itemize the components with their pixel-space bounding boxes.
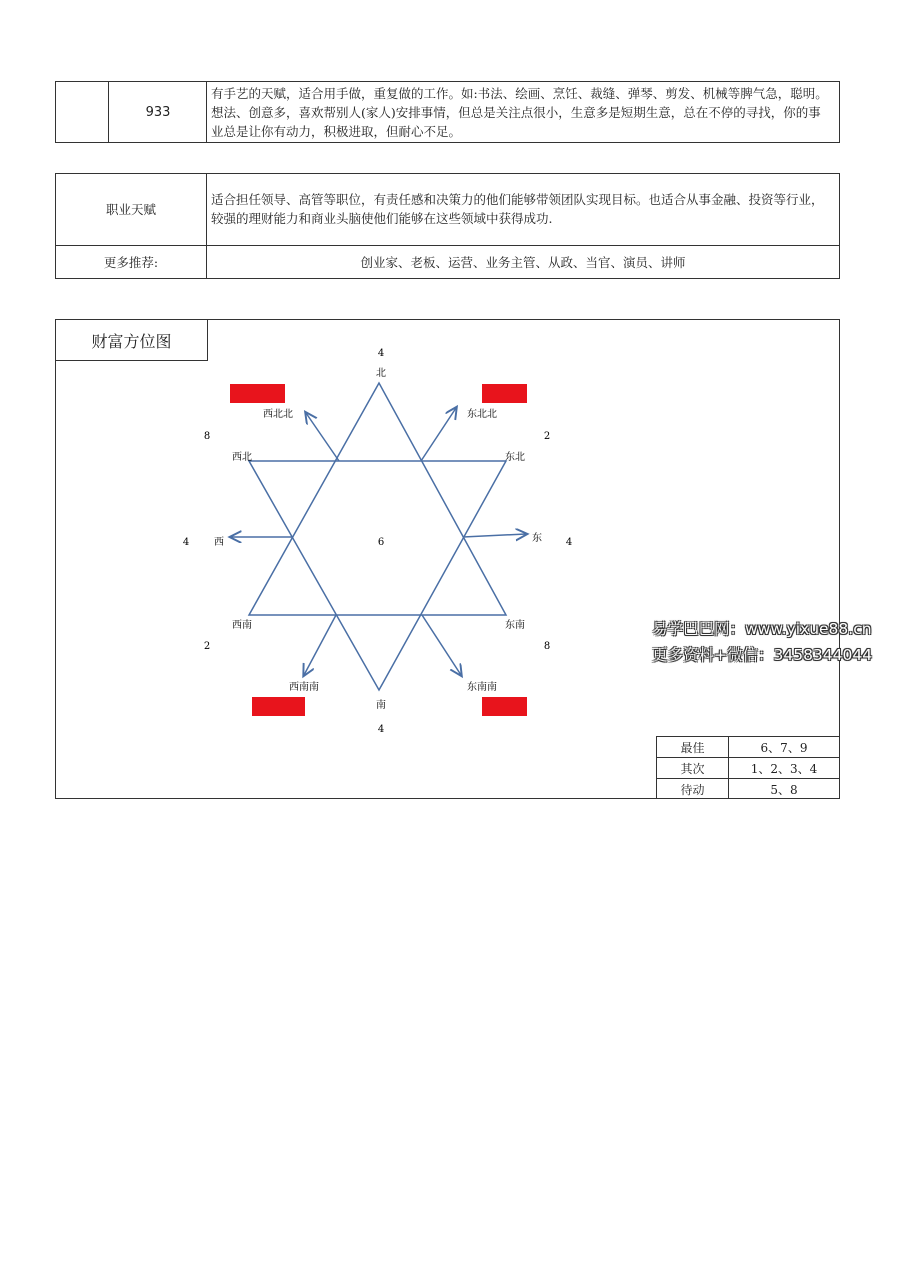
label-nnw: 西北北 [263, 409, 293, 420]
career-label: 职业天赋 [105, 202, 156, 217]
number-nne: 2 [543, 431, 551, 442]
label-east: 东 [532, 533, 542, 544]
number-sse: 8 [543, 641, 551, 652]
label-southeast: 东南 [505, 620, 525, 631]
arrow-nnw [306, 413, 339, 461]
legend-table [656, 736, 840, 799]
watermark-site: 易学巴巴网：www.yixue88.cn [652, 620, 872, 638]
label-northwest: 西北 [232, 452, 252, 463]
label-southwest: 西南 [232, 620, 252, 631]
label-south: 南 [376, 700, 386, 711]
legend-value: 1、2、3、4 [750, 761, 818, 776]
highlight-nnw [230, 384, 285, 403]
wealth-diagram [55, 319, 840, 799]
legend-label: 待动 [657, 779, 729, 799]
number-east: 4 [565, 537, 573, 548]
highlight-ssw [252, 697, 305, 716]
wealth-title: 财富方位图 [55, 319, 208, 361]
label-nne: 东北北 [467, 409, 497, 420]
more-text: 创业家、老板、运营、业务主管、从政、当官、演员、讲师 [360, 254, 686, 270]
highlight-nne [482, 384, 527, 403]
arrow-ssw [304, 615, 336, 675]
label-sse: 东南南 [467, 682, 497, 693]
talent-table [55, 81, 840, 143]
number-north: 4 [377, 348, 385, 359]
watermark-wechat: 更多资料+微信：3458344044 [652, 646, 873, 664]
number-south: 4 [377, 724, 385, 735]
star-diagram [56, 320, 838, 798]
number-ssw: 2 [203, 641, 211, 652]
number-nnw: 8 [203, 431, 211, 442]
arrow-sse [422, 615, 461, 675]
more-label: 更多推荐: [103, 254, 159, 270]
legend-value: 5、8 [770, 782, 798, 797]
number-west: 4 [182, 537, 190, 548]
talent-number: 933 [145, 104, 171, 120]
arrow-nne [421, 408, 456, 461]
legend-label: 其次 [657, 758, 729, 778]
arrow-east [463, 534, 526, 537]
career-text: 适合担任领导、高管等职位，有责任感和决策力的他们能够带领团队实现目标。也适合从事金融、投资等行业，较强的理财能力和商业头脑使他们能够在这些领域中获得成功. [211, 192, 824, 226]
label-north: 北 [376, 368, 386, 379]
legend-label: 最佳 [657, 737, 729, 757]
label-northeast: 东北 [505, 452, 525, 463]
highlight-sse [482, 697, 527, 716]
label-ssw: 西南南 [289, 682, 319, 693]
star-triangle-down [249, 461, 506, 690]
career-table [55, 173, 840, 279]
number-center: 6 [377, 537, 385, 548]
label-west: 西 [214, 537, 224, 548]
talent-description: 有手艺的天赋，适合用手做，重复做的工作。如:书法、绘画、烹饪、裁缝、弹琴、剪发、机械等脾气急，聪明。想法、创意多，喜欢帮别人(家人)安排事情，但总是关注点很小，生意多是短期生意，总在不停的寻找，你的事业总是让你有动力，积极进取，但耐心不足。 [211, 86, 828, 139]
legend-value: 6、7、9 [760, 740, 808, 755]
